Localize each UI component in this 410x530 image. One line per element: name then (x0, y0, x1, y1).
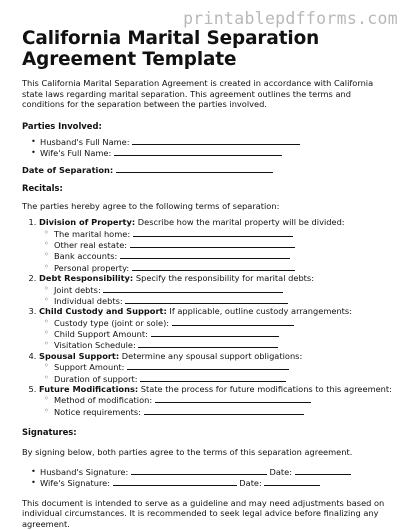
wife-signature-label: Wife's Signature: (40, 478, 111, 489)
field-other-real-estate[interactable] (54, 239, 394, 250)
term-title: Future Modifications: (39, 383, 139, 394)
term-desc: Specify the responsibility for marital debts: (135, 272, 314, 283)
field-line[interactable] (140, 373, 286, 382)
field-support-duration[interactable] (54, 373, 394, 384)
term-title: Division of Property: (39, 217, 136, 228)
field-line[interactable] (172, 317, 294, 326)
term-title: Child Custody and Support: (39, 306, 167, 317)
field-line[interactable] (155, 394, 311, 403)
wife-signature-line[interactable] (113, 477, 237, 486)
wife-name-line[interactable] (114, 147, 282, 156)
signatures-list (22, 466, 394, 489)
term-item (39, 384, 394, 417)
field-label: Custody type (joint or sole): (54, 317, 170, 328)
field-label: Personal property: (54, 262, 130, 273)
parties-heading: Parties Involved: (22, 120, 102, 131)
term-desc: Determine any spousal support obligations: (121, 350, 303, 361)
husband-signature-line[interactable] (131, 466, 267, 475)
field-line[interactable] (125, 295, 288, 304)
field-custody-type[interactable] (54, 317, 394, 328)
wife-name-label: Wife's Full Name: (40, 148, 112, 159)
field-visitation-schedule[interactable] (54, 339, 394, 350)
field-line[interactable] (130, 239, 295, 248)
field-label: Individual debts: (54, 295, 123, 306)
recitals-text: The parties hereby agree to the following terms of separation: (22, 200, 280, 211)
field-label: Support Amount: (54, 362, 125, 373)
date-of-separation-line[interactable] (116, 164, 273, 173)
term-item (39, 351, 394, 384)
field-modification-method[interactable] (54, 394, 394, 405)
field-label: Other real estate: (54, 240, 128, 251)
term-title: Debt Responsibility: (39, 272, 134, 283)
wife-signature-field[interactable] (40, 477, 394, 489)
field-label: Notice requirements: (54, 406, 141, 417)
husband-signature-field[interactable] (40, 466, 394, 478)
terms-list (22, 217, 394, 417)
husband-signature-label: Husband's Signature: (40, 466, 129, 477)
closing-paragraph: This document is intended to serve as a guideline and may need adjustments based on individual circumstances. It is recommended to seek legal advice before finalizing any agreement. (22, 497, 385, 529)
field-joint-debts[interactable] (54, 284, 394, 295)
husband-name-label: Husband's Full Name: (40, 136, 130, 147)
field-line[interactable] (133, 228, 293, 237)
field-line[interactable] (103, 284, 283, 293)
husband-date-label: Date: (269, 466, 293, 477)
field-label: The marital home: (54, 228, 131, 239)
field-line[interactable] (127, 361, 289, 370)
husband-name-line[interactable] (132, 136, 300, 145)
field-bank-accounts[interactable] (54, 250, 394, 261)
intro-paragraph: This California Marital Separation Agreement is created in accordance with California state laws regarding marital separation. This agreement outlines the terms and conditions for the separation between the parties involved. (22, 78, 374, 110)
field-label: Bank accounts: (54, 251, 118, 262)
parties-list (22, 136, 394, 159)
document-title: California Marital Separation Agreement Template (22, 28, 320, 70)
date-of-separation-field[interactable] (22, 164, 394, 176)
field-label: Visitation Schedule: (54, 340, 136, 351)
signatures-text: By signing below, both parties agree to the terms of this separation agreement. (22, 446, 353, 457)
recitals-heading: Recitals: (22, 182, 63, 193)
field-line[interactable] (132, 262, 295, 271)
field-line[interactable] (120, 250, 290, 259)
field-personal-property[interactable] (54, 262, 394, 273)
husband-date-line[interactable] (295, 466, 351, 475)
term-desc: Describe how the marital property will be divided: (137, 217, 345, 228)
term-item (39, 273, 394, 306)
term-item (39, 217, 394, 273)
wife-date-line[interactable] (264, 477, 320, 486)
document-page (22, 28, 394, 530)
field-notice-requirements[interactable] (54, 406, 394, 417)
field-line[interactable] (144, 406, 304, 415)
field-label: Joint debts: (54, 284, 101, 295)
field-child-support-amount[interactable] (54, 328, 394, 339)
field-label: Duration of support: (54, 373, 138, 384)
term-desc: State the process for future modifications to this agreement: (140, 383, 392, 394)
term-item (39, 306, 394, 350)
date-of-separation-label: Date of Separation: (22, 164, 114, 175)
husband-name-field[interactable] (40, 136, 394, 148)
field-individual-debts[interactable] (54, 295, 394, 306)
wife-date-label: Date: (239, 478, 262, 489)
field-marital-home[interactable] (54, 228, 394, 239)
term-desc: If applicable, outline custody arrangements: (169, 306, 352, 317)
wife-name-field[interactable] (40, 147, 394, 159)
signatures-heading: Signatures: (22, 426, 77, 437)
field-line[interactable] (138, 339, 278, 348)
watermark: printablepdfforms.com (183, 9, 398, 28)
field-label: Method of modification: (54, 395, 153, 406)
field-line[interactable] (151, 328, 279, 337)
field-support-amount[interactable] (54, 361, 394, 372)
field-label: Child Support Amount: (54, 329, 148, 340)
term-title: Spousal Support: (39, 350, 120, 361)
